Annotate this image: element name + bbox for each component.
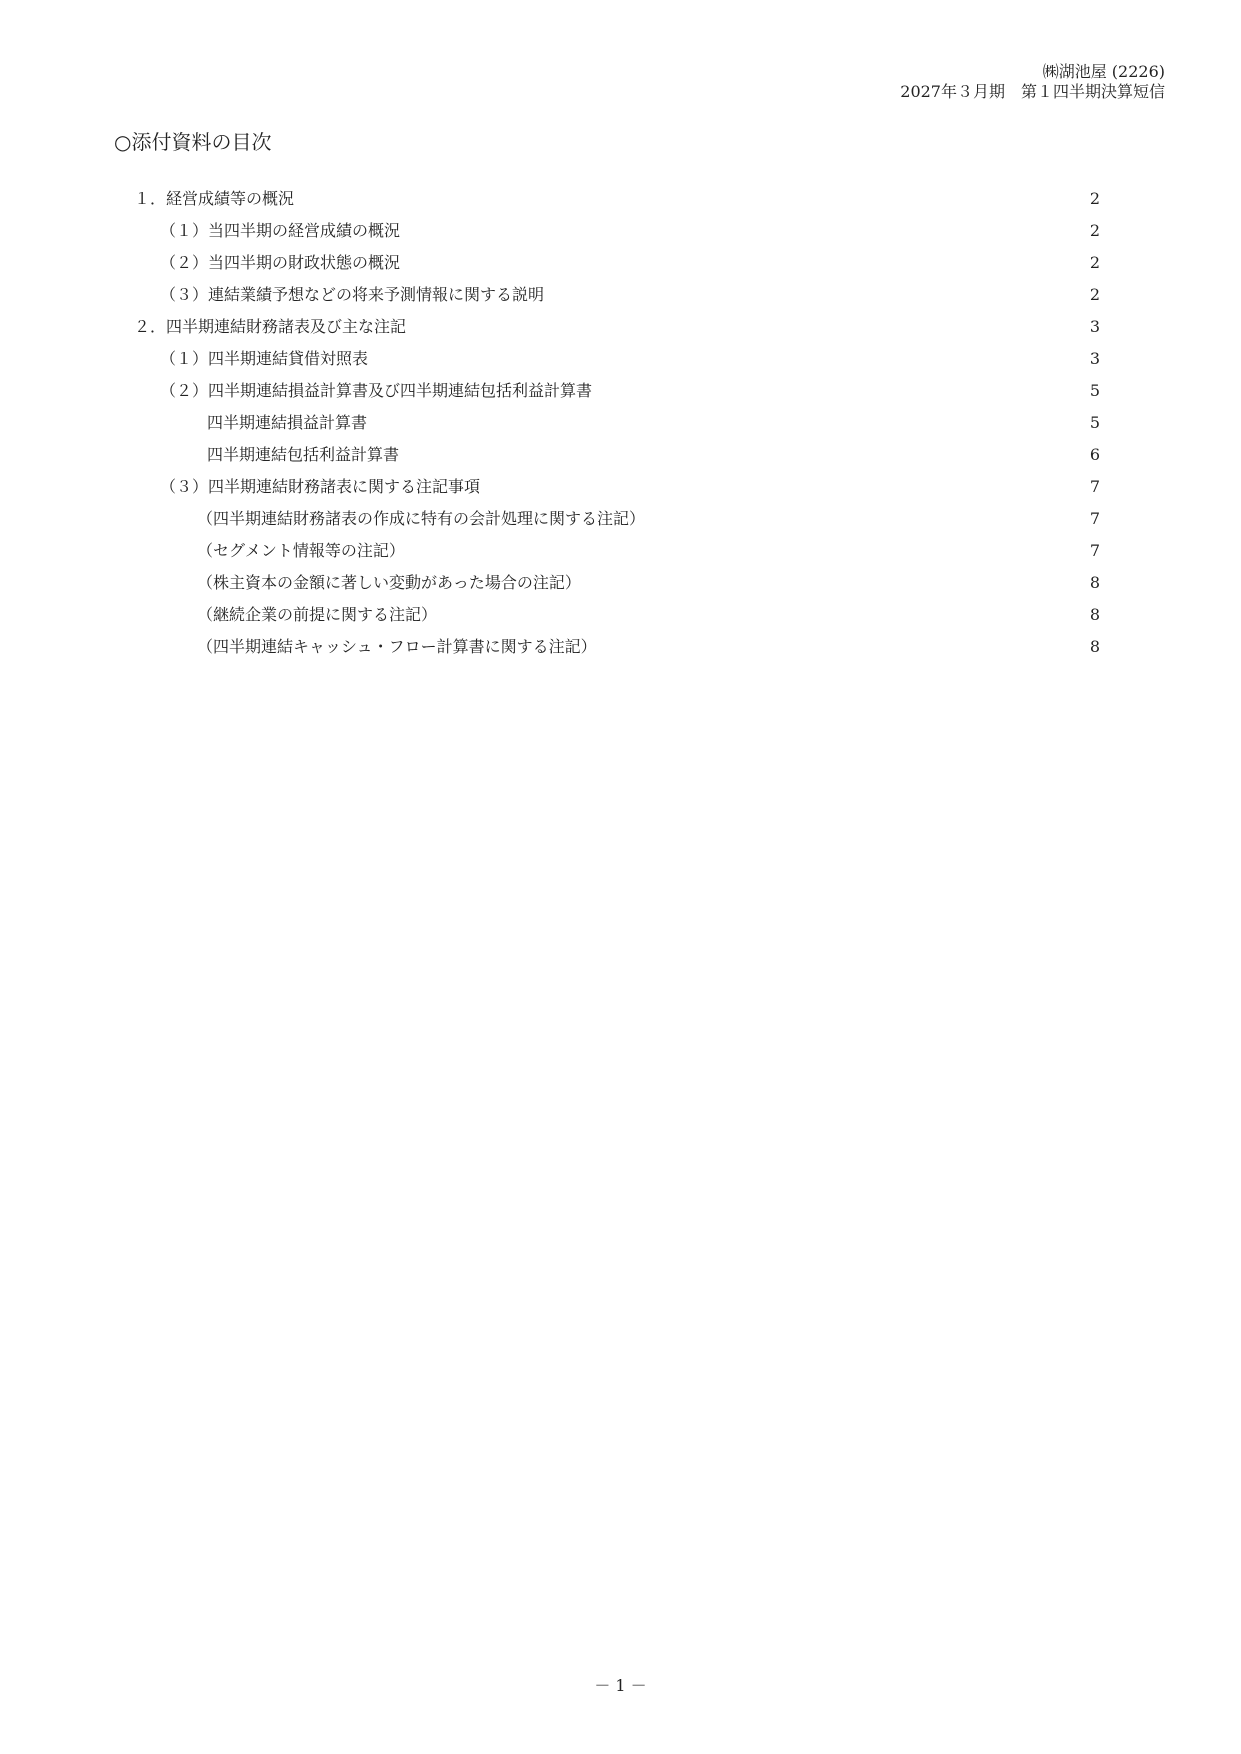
dot-leader [423,539,1052,563]
toc-item-page: 8 [1089,605,1100,624]
toc-item-label: （セグメント情報等の注記） [197,541,405,560]
dot-leader [373,411,1052,435]
toc-item-page: 2 [1089,221,1100,240]
toc-item-label: （四半期連結財務諸表の作成に特有の会計処理に関する注記） [197,509,646,528]
dot-leader [550,283,1052,307]
toc-item-label: （継続企業の前提に関する注記） [197,605,438,624]
section-title: ○添付資料の目次 [114,130,272,154]
document-header [900,62,1165,102]
toc-item-page: 5 [1089,413,1100,432]
toc-item-page: 3 [1089,317,1100,336]
dot-leader [598,379,1052,403]
report-period: 2027年３月期 第１四半期決算短信 [900,82,1165,101]
toc-item [207,443,1100,467]
toc-item [197,603,1100,627]
dot-leader [599,571,1052,595]
toc-item [197,507,1100,531]
dot-leader [455,603,1052,627]
page-number: － 1 － [594,1676,647,1695]
toc-item [134,187,1100,211]
toc-item-label: 四半期連結包括利益計算書 [207,445,400,464]
dot-leader [663,507,1052,531]
toc-item-label: （３）連結業績予想などの将来予測情報に関する説明 [160,285,545,304]
dot-leader [486,475,1052,499]
toc-item-page: 5 [1089,381,1100,400]
dot-leader [615,635,1052,659]
toc-item-page: 6 [1089,445,1100,464]
toc-item [160,475,1100,499]
toc-item-page: 7 [1089,509,1100,528]
toc-item-page: 2 [1089,189,1100,208]
dot-leader [406,251,1052,275]
dot-leader [300,187,1052,211]
dot-leader [406,219,1052,243]
toc-item [160,283,1100,307]
toc-item-label: 四半期連結損益計算書 [207,413,368,432]
toc-item-page: 7 [1089,477,1100,496]
toc-item-page: 8 [1089,637,1100,656]
toc-item [197,635,1100,659]
toc-item [197,571,1100,595]
toc-item-label: （１）四半期連結貸借対照表 [160,349,369,368]
toc-item-label: ２．四半期連結財務諸表及び主な注記 [134,317,407,336]
toc-item [160,251,1100,275]
toc-item [160,379,1100,403]
dot-leader [405,443,1052,467]
company-name: ㈱湖池屋 (2226) [1042,62,1165,81]
toc-item-page: 2 [1089,285,1100,304]
toc-item-label: （２）当四半期の財政状態の概況 [160,253,401,272]
toc-item-page: 7 [1089,541,1100,560]
toc-item-label: （株主資本の金額に著しい変動があった場合の注記） [197,573,581,592]
toc-item-label: １．経営成績等の概況 [134,189,295,208]
toc-item-label: （３）四半期連結財務諸表に関する注記事項 [160,477,481,496]
toc-item-label: （１）当四半期の経営成績の概況 [160,221,401,240]
dot-leader [374,347,1052,371]
toc-item [207,411,1100,435]
toc-item-page: 2 [1089,253,1100,272]
toc-item-page: 8 [1089,573,1100,592]
toc-item [160,347,1100,371]
toc-item [197,539,1100,563]
dot-leader [412,315,1052,339]
toc-item-page: 3 [1089,349,1100,368]
toc-item [134,315,1100,339]
toc-item-label: （２）四半期連結損益計算書及び四半期連結包括利益計算書 [160,381,593,400]
toc-item-label: （四半期連結キャッシュ・フロー計算書に関する注記） [197,637,597,656]
toc-item [160,219,1100,243]
